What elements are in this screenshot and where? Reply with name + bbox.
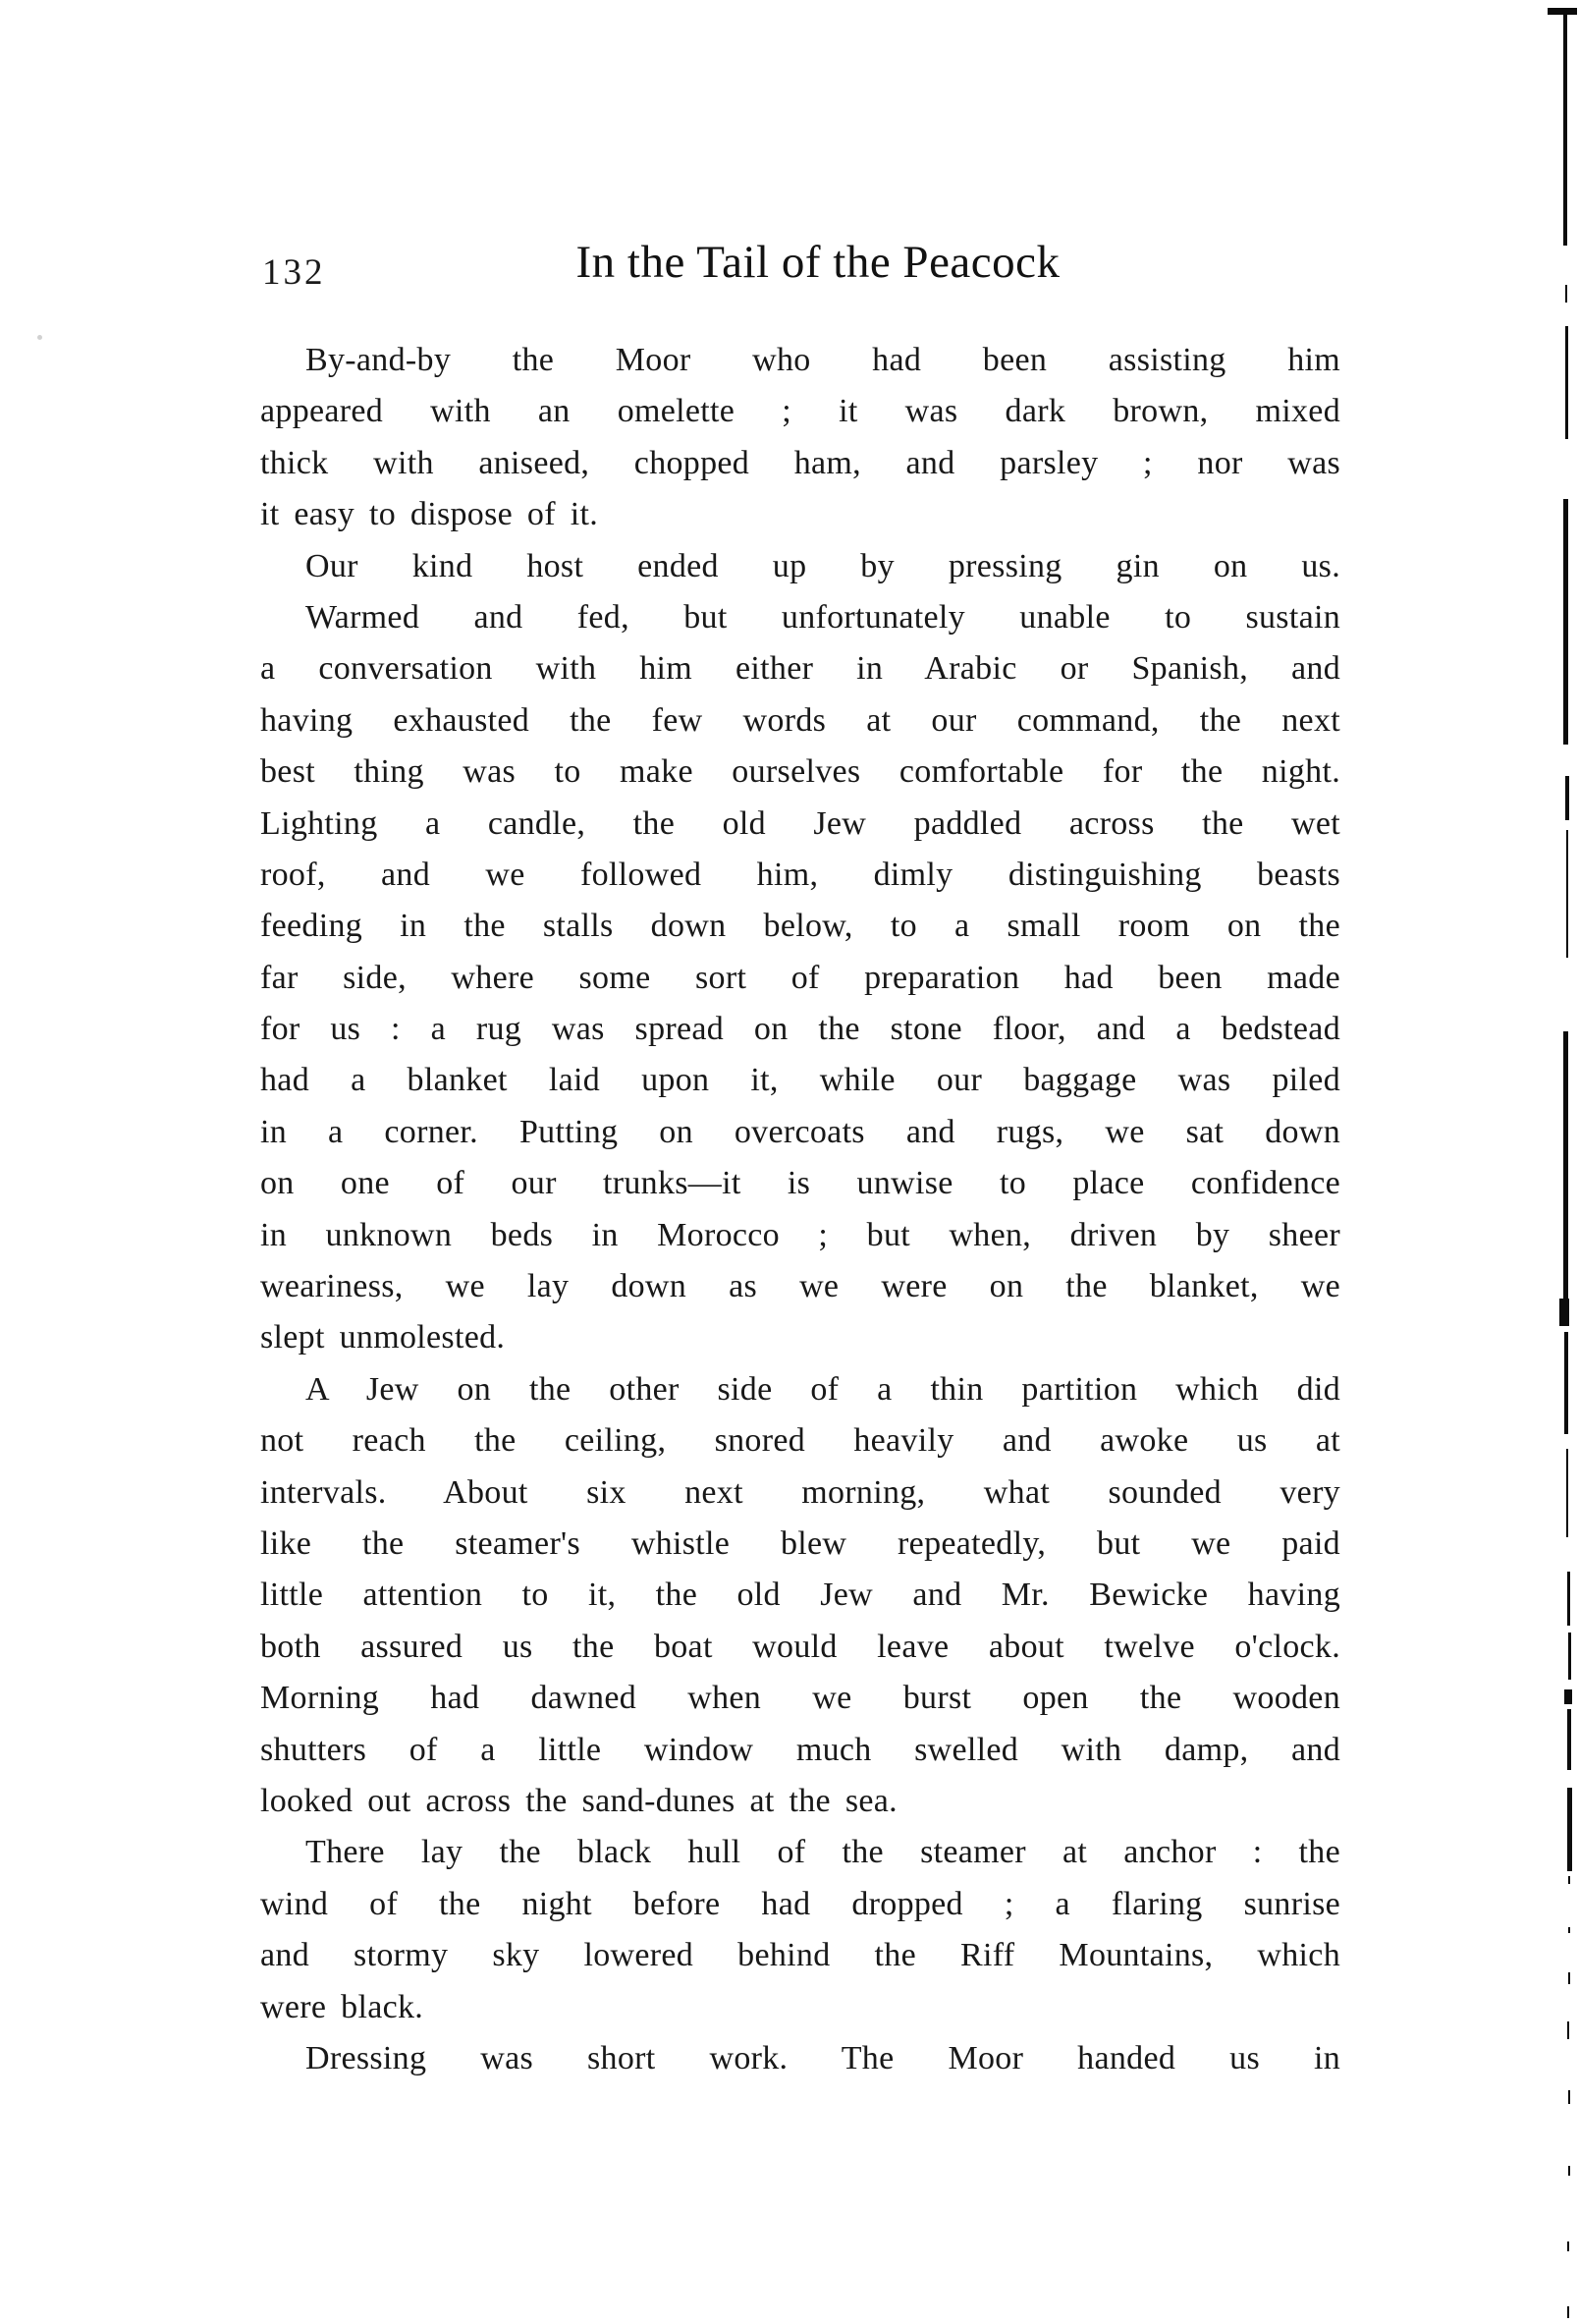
page-number: 132 xyxy=(262,252,326,293)
scan-edge-mark xyxy=(1563,499,1568,745)
text-line: wind of the night before had dropped ; a flaring sunrise xyxy=(260,1885,1340,1922)
text-line: in a corner. Putting on overcoats and rugs, we sat down xyxy=(260,1113,1340,1150)
scan-edge-mark xyxy=(1568,1632,1571,1680)
scan-edge-mark xyxy=(1564,1332,1568,1434)
text-line: feeding in the stalls down below, to a small room on the xyxy=(260,908,1340,945)
text-line: not reach the ceiling, snored heavily and awoke us at xyxy=(260,1422,1340,1460)
scan-edge-mark xyxy=(1567,1788,1572,1871)
text-line: far side, where some sort of preparation had been made xyxy=(260,959,1340,996)
scan-edge-mark xyxy=(1565,326,1568,439)
scan-edge-mark xyxy=(1564,1689,1572,1704)
text-line: Our kind host ended up by pressing gin on us. xyxy=(305,547,1340,584)
text-line: had a blanket laid upon it, while our baggage was piled xyxy=(260,1062,1340,1099)
text-line: were black. xyxy=(260,1988,424,2025)
scan-edge-mark xyxy=(1568,1876,1570,1884)
text-line: a conversation with him either in Arabic or Spanish, and xyxy=(260,650,1340,688)
scan-edge-mark xyxy=(1559,1299,1569,1326)
scan-edge-mark xyxy=(1567,1709,1571,1770)
text-line: having exhausted the few words at our command, the next xyxy=(260,701,1340,739)
scan-edge-mark xyxy=(1567,2021,1569,2039)
scan-edge-mark xyxy=(1568,2090,1570,2104)
text-line: on one of our trunks—it is unwise to place confidence xyxy=(260,1165,1340,1202)
scan-edge-mark xyxy=(1548,8,1577,15)
text-line: little attention to it, the old Jew and Mr. Bewicke having xyxy=(260,1577,1340,1614)
scan-edge-mark xyxy=(1563,1031,1568,1311)
scan-edge-mark xyxy=(1568,2166,1570,2176)
scan-edge-mark xyxy=(1566,1449,1568,1537)
text-line: slept unmolested. xyxy=(260,1319,506,1356)
text-line: Warmed and fed, but unfortunately unable to sustain xyxy=(305,598,1340,636)
running-head xyxy=(260,236,1340,304)
scan-edge-mark xyxy=(1566,830,1568,958)
text-line: like the steamer's whistle blew repeatedly, but we paid xyxy=(260,1524,1340,1562)
scan-edge-mark xyxy=(1567,2241,1569,2251)
text-line: A Jew on the other side of a thin partition which did xyxy=(305,1370,1340,1408)
scan-edge-mark xyxy=(1567,2306,1569,2318)
text-line: thick with aniseed, chopped ham, and parsley ; nor was xyxy=(260,444,1340,481)
text-line: best thing was to make ourselves comfortable for the night. xyxy=(260,753,1340,791)
text-line: Lighting a candle, the old Jew paddled across the wet xyxy=(260,804,1340,842)
text-line: intervals. About six next morning, what sounded very xyxy=(260,1473,1340,1511)
running-title: In the Tail of the Peacock xyxy=(575,237,1061,288)
scan-edge-mark xyxy=(1565,776,1569,820)
text-line: Morning had dawned when we burst open the wooden xyxy=(260,1680,1340,1717)
scan-edge-mark xyxy=(1568,1972,1570,1984)
text-line: and stormy sky lowered behind the Riff Mountains, which xyxy=(260,1937,1340,1974)
text-line: both assured us the boat would leave about twelve o'clock. xyxy=(260,1628,1340,1665)
text-line: roof, and we followed him, dimly distinguishing beasts xyxy=(260,856,1340,893)
scan-edge-mark xyxy=(1568,1927,1570,1933)
text-line: it easy to dispose of it. xyxy=(260,496,599,533)
text-line: looked out across the sand-dunes at the sea. xyxy=(260,1782,898,1819)
text-line: weariness, we lay down as we were on the blanket, we xyxy=(260,1268,1340,1305)
scan-speck xyxy=(37,335,42,340)
text-line: for us : a rug was spread on the stone floor, and a bedstead xyxy=(260,1011,1340,1048)
text-line: shutters of a little window much swelled with damp, and xyxy=(260,1731,1340,1768)
text-line: There lay the black hull of the steamer at anchor : the xyxy=(305,1834,1340,1871)
text-line: Dressing was short work. The Moor handed us in xyxy=(305,2039,1340,2076)
text-block xyxy=(260,335,1340,2084)
text-line: By-and-by the Moor who had been assisting him xyxy=(305,342,1340,378)
scan-edge-mark xyxy=(1565,285,1567,303)
text-line: in unknown beds in Morocco ; but when, driven by sheer xyxy=(260,1216,1340,1253)
scan-edge-mark xyxy=(1563,10,1567,246)
scan-edge-mark xyxy=(1567,1572,1570,1626)
text-line: appeared with an omelette ; it was dark brown, mixed xyxy=(260,393,1340,430)
